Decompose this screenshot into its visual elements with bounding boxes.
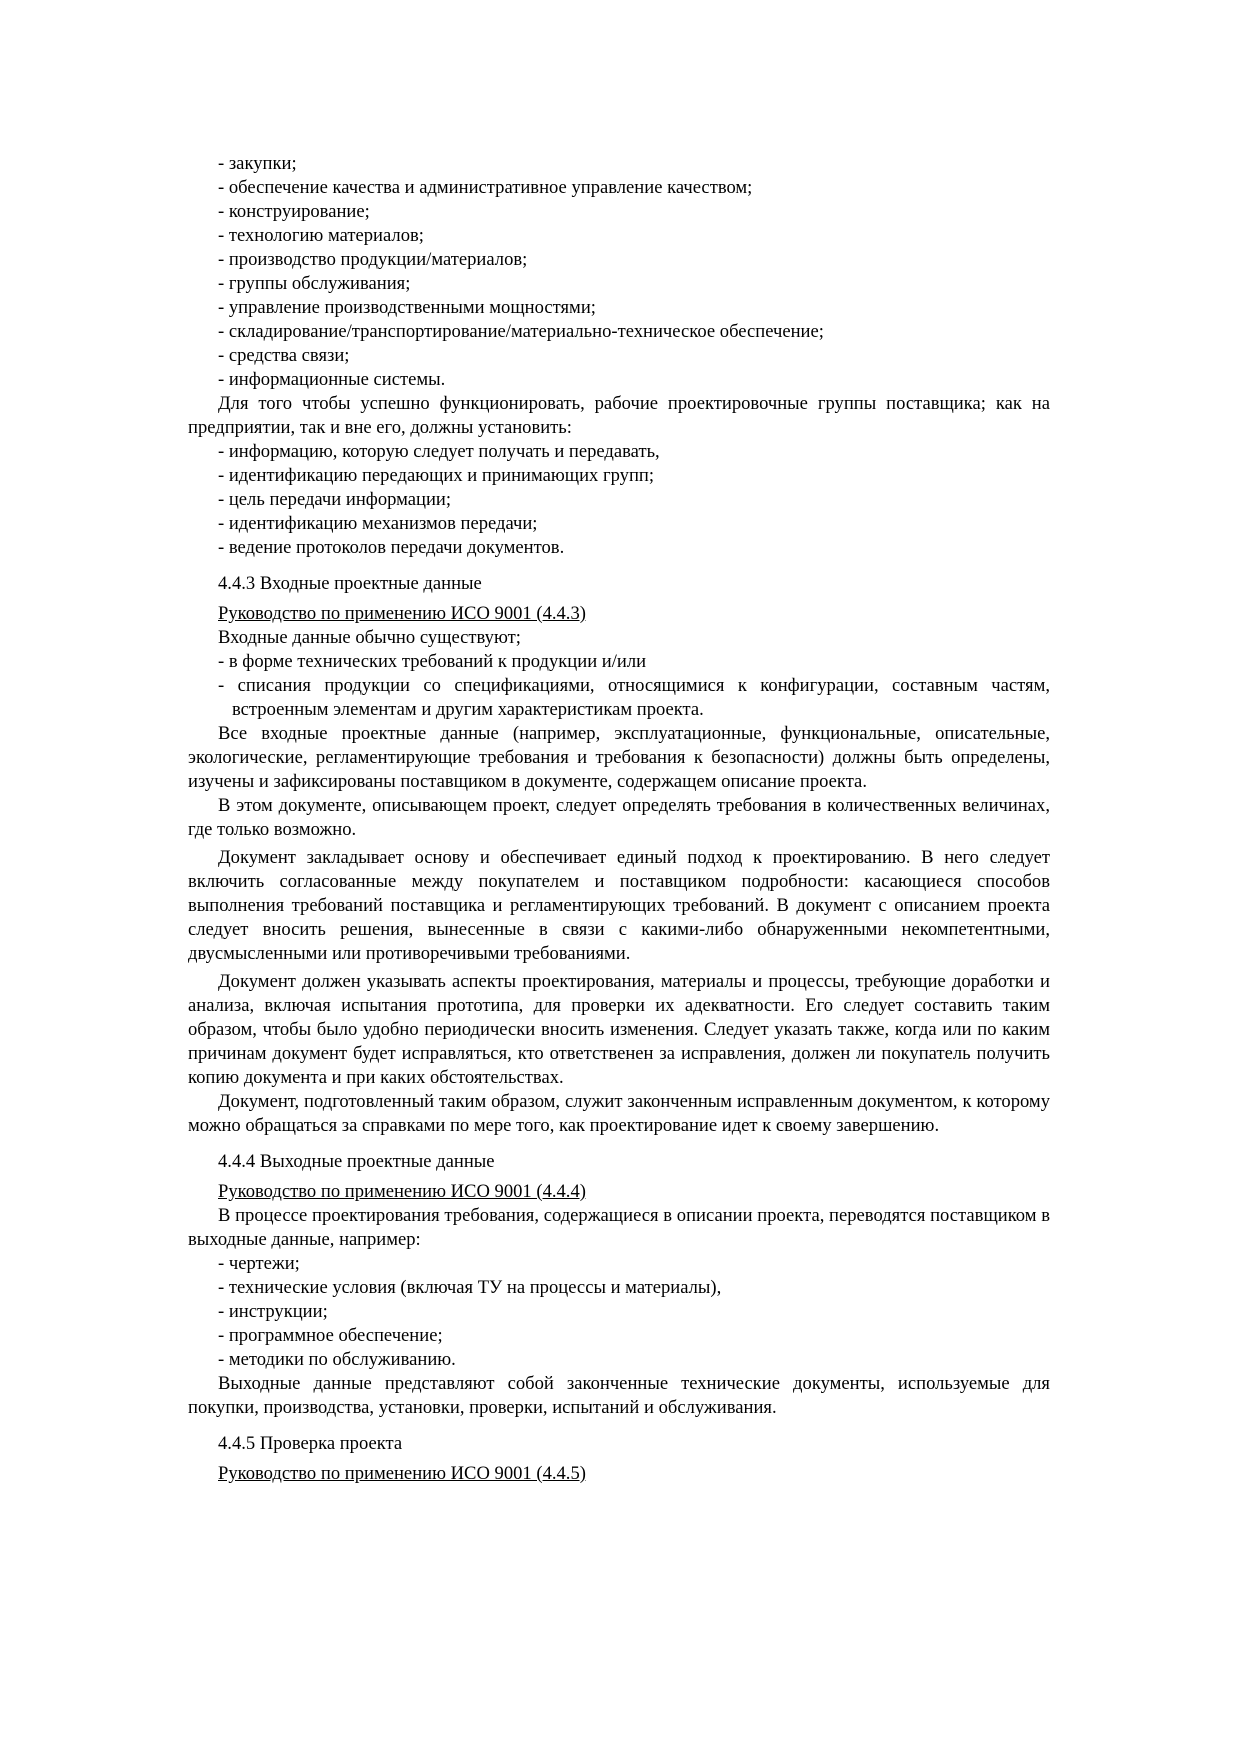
list-item: - управление производственными мощностями; — [218, 297, 596, 318]
paragraph: Для того чтобы успешно функционировать, рабочие проектировочные группы поставщика; как на предприятии, так и вне его, должны установить: — [188, 393, 1050, 438]
paragraph: Выходные данные представляют собой законченные технические документы, используемые для покупки, производства, установки, проверки, испытаний и обслуживания. — [188, 1373, 1050, 1418]
list-item: - инструкции; — [218, 1301, 328, 1322]
paragraph: Документ должен указывать аспекты проектирования, материалы и процессы, требующие доработки и анализа, включая испытания прототипа, для проверки их адекватности. Его следует составить таким образом, чтобы было удобно периодически вносить изменения. Следует указать также, когда или по каким причинам документ будет исправляться, кто ответственен за исправления, должен ли покупатель получить копию документа и при каких обстоятельствах. — [188, 971, 1050, 1088]
list-item: - списания продукции со спецификациями, относящимися к конфигурации, составным частям, встроенным элементам и другим характеристикам проекта. — [218, 675, 1050, 720]
paragraph: Все входные проектные данные (например, эксплуатационные, функциональные, описательные, экологические, регламентирующие требования и требования к безопасности) должны быть определены, изучены и зафиксированы поставщиком в документе, содержащем описание проекта. — [188, 723, 1050, 792]
list-item: - закупки; — [218, 153, 297, 174]
communication-list — [188, 440, 1050, 560]
section-heading-443: 4.4.3 Входные проектные данные — [218, 573, 482, 594]
list-item: - в форме технических требований к продукции и/или — [218, 651, 647, 672]
list-item: - складирование/транспортирование/материально-техническое обеспечение; — [218, 321, 824, 342]
list-item: - информацию, которую следует получать и передавать, — [218, 441, 660, 462]
functions-list — [188, 152, 1050, 392]
list-item: - идентификацию передающих и принимающих групп; — [218, 465, 655, 486]
list-item: - чертежи; — [218, 1253, 300, 1274]
paragraph: В процессе проектирования требования, содержащиеся в описании проекта, переводятся поставщиком в выходные данные, например: — [188, 1205, 1050, 1250]
section-heading-444: 4.4.4 Выходные проектные данные — [218, 1151, 495, 1172]
list-item: - программное обеспечение; — [218, 1325, 443, 1346]
list-item: - производство продукции/материалов; — [218, 249, 528, 270]
list-item: - технологию материалов; — [218, 225, 424, 246]
document-body — [188, 152, 1050, 1486]
list-item: - цель передачи информации; — [218, 489, 452, 510]
list-item: - средства связи; — [218, 345, 350, 366]
list-item: - информационные системы. — [218, 369, 446, 390]
guide-reference-445: Руководство по применению ИСО 9001 (4.4.5) — [218, 1463, 586, 1484]
list-item: - ведение протоколов передачи документов. — [218, 537, 565, 558]
list-item: - идентификацию механизмов передачи; — [218, 513, 538, 534]
list-item: - методики по обслуживанию. — [218, 1349, 456, 1370]
paragraph: Документ закладывает основу и обеспечивает единый подход к проектированию. В него следует включить согласованные между покупателем и поставщиком подробности: касающиеся способов выполнения требований поставщика и регламентирующих требований. В документ с описанием проекта следует вносить решения, вынесенные в связи с какими-либо обнаруженными некомпетентными, двусмысленными или противоречивыми требованиями. — [188, 847, 1050, 964]
guide-reference-443: Руководство по применению ИСО 9001 (4.4.3) — [218, 603, 586, 624]
list-item: - конструирование; — [218, 201, 370, 222]
guide-reference-444: Руководство по применению ИСО 9001 (4.4.4) — [218, 1181, 586, 1202]
paragraph: Документ, подготовленный таким образом, служит законченным исправленным документом, к которому можно обращаться за справками по мере того, как проектирование идет к своему завершению. — [188, 1091, 1050, 1136]
paragraph: В этом документе, описывающем проект, следует определять требования в количественных величинах, где только возможно. — [188, 795, 1050, 840]
section-intro: Входные данные обычно существуют; — [218, 627, 521, 648]
list-item: - группы обслуживания; — [218, 273, 411, 294]
list-item: - технические условия (включая ТУ на процессы и материалы), — [218, 1277, 722, 1298]
section-heading-445: 4.4.5 Проверка проекта — [218, 1433, 403, 1454]
list-item: - обеспечение качества и административное управление качеством; — [218, 177, 753, 198]
